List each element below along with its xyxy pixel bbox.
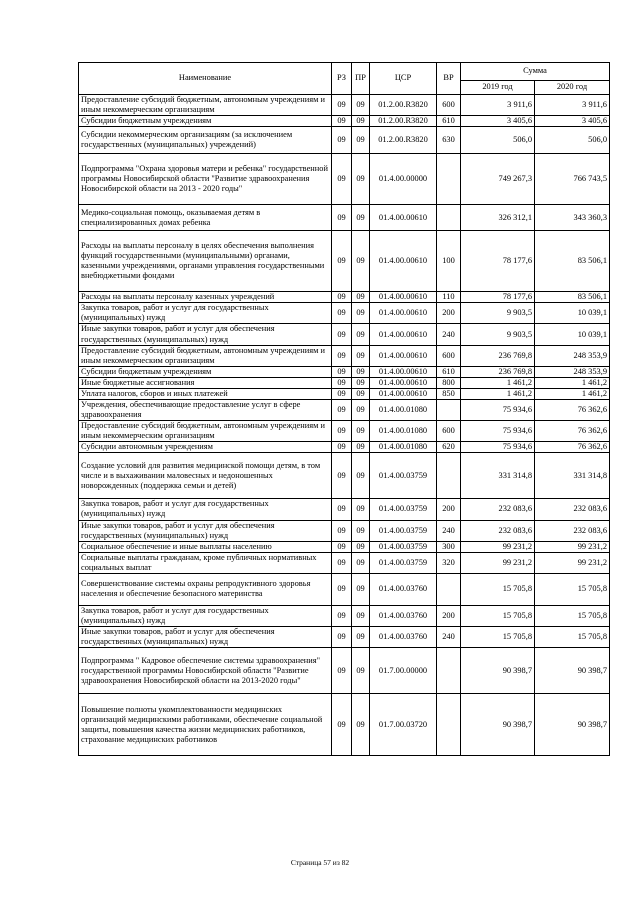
table-row [79,366,610,377]
row-pr: 09 [352,366,370,377]
row-pr: 09 [352,205,370,231]
row-pr: 09 [352,303,370,324]
budget-table [78,62,610,756]
row-pr: 09 [352,627,370,648]
row-csr: 01.4.00.00610 [370,231,437,292]
row-csr: 01.4.00.00610 [370,292,437,303]
row-pr: 09 [352,116,370,127]
row-csr: 01.4.00.03760 [370,605,437,626]
table-row [79,694,610,756]
row-value-2019: 75 934,6 [461,442,535,453]
row-vr: 800 [437,377,461,388]
row-value-2019: 3 405,6 [461,116,535,127]
row-csr: 01.4.00.03759 [370,541,437,552]
row-vr: 300 [437,541,461,552]
row-value-2019: 326 312,1 [461,205,535,231]
row-name: Медико-социальная помощь, оказываемая детям в специализированных домах ребенка [79,205,332,231]
row-vr: 630 [437,127,461,154]
row-value-2020: 343 360,3 [535,205,610,231]
header-pr: ПР [352,63,370,95]
row-value-2020: 232 083,6 [535,499,610,520]
row-value-2019: 9 903,5 [461,324,535,345]
row-csr: 01.4.00.03760 [370,573,437,605]
row-csr: 01.4.00.01080 [370,400,437,421]
row-csr: 01.4.00.00610 [370,324,437,345]
row-name: Повышение полноты укомплектованности медицинских организаций медицинскими работниками, обеспечение социальной защиты, повышения качества жизни медицинских работников, страхование медицинских работников [79,694,332,756]
row-value-2019: 1 461,2 [461,388,535,399]
row-name: Совершенствование системы охраны репродуктивного здоровья населения и обеспечение безопасного материнства [79,573,332,605]
row-value-2020: 232 083,6 [535,520,610,541]
row-name: Закупка товаров, работ и услуг для государственных (муниципальных) нужд [79,605,332,626]
table-row [79,292,610,303]
row-rz: 09 [332,231,352,292]
row-name: Субсидии бюджетным учреждениям [79,116,332,127]
row-rz: 09 [332,499,352,520]
row-value-2019: 99 231,2 [461,552,535,573]
row-rz: 09 [332,116,352,127]
row-vr: 600 [437,421,461,442]
row-vr [437,573,461,605]
row-rz: 09 [332,400,352,421]
row-rz: 09 [332,520,352,541]
row-vr: 600 [437,345,461,366]
table-row [79,154,610,205]
row-name: Социальные выплаты гражданам, кроме публичных нормативных социальных выплат [79,552,332,573]
row-rz: 09 [332,541,352,552]
row-csr: 01.4.00.00610 [370,205,437,231]
table-row [79,605,610,626]
row-csr: 01.2.00.R3820 [370,95,437,116]
row-csr: 01.7.00.00000 [370,648,437,694]
row-name: Предоставление субсидий бюджетным, автономным учреждениям и иным некоммерческим организациям [79,95,332,116]
row-vr [437,400,461,421]
row-value-2020: 766 743,5 [535,154,610,205]
row-name: Создание условий для развития медицинской помощи детям, в том числе и в выхаживании маловесных и недоношенных новорожденных (поддержка семьи и детей) [79,453,332,499]
row-value-2019: 78 177,6 [461,292,535,303]
table-row [79,116,610,127]
row-name: Предоставление субсидий бюджетным, автономным учреждениям и иным некоммерческим организациям [79,345,332,366]
row-pr: 09 [352,400,370,421]
row-pr: 09 [352,453,370,499]
row-name: Учреждения, обеспечивающие предоставление услуг в сфере здравоохранения [79,400,332,421]
row-csr: 01.7.00.03720 [370,694,437,756]
row-rz: 09 [332,303,352,324]
row-value-2020: 506,0 [535,127,610,154]
row-value-2019: 15 705,8 [461,605,535,626]
row-value-2019: 236 769,8 [461,366,535,377]
table-row [79,541,610,552]
row-pr: 09 [352,648,370,694]
row-value-2019: 15 705,8 [461,627,535,648]
row-vr [437,154,461,205]
row-rz: 09 [332,388,352,399]
row-name: Расходы на выплаты персоналу в целях обеспечения выполнения функций государственными (муниципальными) органами, казенными учреждениями, органами управления государственными внебюджетными фондами [79,231,332,292]
row-value-2020: 10 039,1 [535,303,610,324]
row-csr: 01.4.00.00610 [370,366,437,377]
table-row [79,453,610,499]
row-value-2019: 232 083,6 [461,520,535,541]
row-rz: 09 [332,127,352,154]
row-value-2020: 15 705,8 [535,605,610,626]
table-row [79,303,610,324]
row-csr: 01.4.00.00000 [370,154,437,205]
header-year-2020: 2020 год [535,81,610,95]
row-name: Субсидии некоммерческим организациям (за исключением государственных (муниципальных) учреждений) [79,127,332,154]
row-value-2020: 1 461,2 [535,377,610,388]
row-pr: 09 [352,520,370,541]
row-value-2019: 90 398,7 [461,694,535,756]
row-pr: 09 [352,552,370,573]
row-value-2019: 749 267,3 [461,154,535,205]
table-row [79,205,610,231]
row-name: Субсидии бюджетным учреждениям [79,366,332,377]
row-rz: 09 [332,324,352,345]
table-row [79,552,610,573]
header-vr: ВР [437,63,461,95]
row-value-2019: 3 911,6 [461,95,535,116]
row-csr: 01.4.00.00610 [370,303,437,324]
row-csr: 01.4.00.01080 [370,421,437,442]
row-value-2020: 99 231,2 [535,552,610,573]
row-rz: 09 [332,292,352,303]
table-row [79,627,610,648]
row-rz: 09 [332,694,352,756]
table-row [79,324,610,345]
row-value-2019: 75 934,6 [461,421,535,442]
row-csr: 01.4.00.00610 [370,377,437,388]
row-value-2020: 1 461,2 [535,388,610,399]
row-value-2019: 78 177,6 [461,231,535,292]
row-pr: 09 [352,95,370,116]
table-row [79,573,610,605]
row-rz: 09 [332,627,352,648]
row-csr: 01.2.00.R3820 [370,116,437,127]
header-name: Наименование [79,63,332,95]
row-csr: 01.4.00.00610 [370,345,437,366]
row-vr: 100 [437,231,461,292]
row-vr: 610 [437,116,461,127]
row-rz: 09 [332,605,352,626]
row-pr: 09 [352,154,370,205]
row-pr: 09 [352,345,370,366]
row-value-2020: 15 705,8 [535,573,610,605]
row-name: Подпрограмма "Охрана здоровья матери и ребенка" государственной программы Новосибирской области "Развитие здравоохранения Новосибирской области на 2013 - 2020 годы" [79,154,332,205]
row-csr: 01.4.00.00610 [370,388,437,399]
row-vr: 240 [437,324,461,345]
row-value-2020: 10 039,1 [535,324,610,345]
row-pr: 09 [352,442,370,453]
row-value-2020: 15 705,8 [535,627,610,648]
row-vr: 320 [437,552,461,573]
row-vr: 610 [437,366,461,377]
row-name: Закупка товаров, работ и услуг для государственных (муниципальных) нужд [79,499,332,520]
row-name: Предоставление субсидий бюджетным, автономным учреждениям и иным некоммерческим организациям [79,421,332,442]
row-name: Иные закупки товаров, работ и услуг для обеспечения государственных (муниципальных) нужд [79,627,332,648]
row-vr [437,453,461,499]
row-csr: 01.4.00.01080 [370,442,437,453]
row-pr: 09 [352,127,370,154]
row-csr: 01.4.00.03759 [370,499,437,520]
row-name: Закупка товаров, работ и услуг для государственных (муниципальных) нужд [79,303,332,324]
row-pr: 09 [352,499,370,520]
row-name: Расходы на выплаты персоналу казенных учреждений [79,292,332,303]
row-value-2019: 9 903,5 [461,303,535,324]
row-name: Субсидии автономным учреждениям [79,442,332,453]
row-value-2019: 506,0 [461,127,535,154]
row-rz: 09 [332,648,352,694]
table-row [79,388,610,399]
row-value-2019: 232 083,6 [461,499,535,520]
row-value-2020: 99 231,2 [535,541,610,552]
row-pr: 09 [352,292,370,303]
row-pr: 09 [352,377,370,388]
row-vr: 200 [437,605,461,626]
table-row [79,648,610,694]
row-value-2020: 248 353,9 [535,345,610,366]
table-row [79,377,610,388]
row-value-2019: 331 314,8 [461,453,535,499]
row-name: Иные закупки товаров, работ и услуг для обеспечения государственных (муниципальных) нужд [79,324,332,345]
row-pr: 09 [352,541,370,552]
row-name: Социальное обеспечение и иные выплаты населению [79,541,332,552]
row-vr: 200 [437,303,461,324]
table-row [79,400,610,421]
row-value-2020: 76 362,6 [535,400,610,421]
row-pr: 09 [352,231,370,292]
table-row [79,127,610,154]
row-value-2020: 331 314,8 [535,453,610,499]
table-row [79,231,610,292]
row-value-2020: 3 911,6 [535,95,610,116]
row-value-2020: 90 398,7 [535,694,610,756]
row-csr: 01.2.00.R3820 [370,127,437,154]
row-pr: 09 [352,573,370,605]
header-rz: РЗ [332,63,352,95]
row-value-2020: 83 506,1 [535,231,610,292]
row-pr: 09 [352,388,370,399]
row-rz: 09 [332,573,352,605]
row-pr: 09 [352,605,370,626]
row-rz: 09 [332,453,352,499]
table-row [79,421,610,442]
row-value-2020: 76 362,6 [535,421,610,442]
row-rz: 09 [332,95,352,116]
header-sum: Сумма [461,63,610,81]
row-value-2019: 15 705,8 [461,573,535,605]
table-body [79,95,610,756]
header-csr: ЦСР [370,63,437,95]
table-row [79,95,610,116]
row-pr: 09 [352,421,370,442]
row-value-2019: 75 934,6 [461,400,535,421]
row-name: Уплата налогов, сборов и иных платежей [79,388,332,399]
row-value-2020: 248 353,9 [535,366,610,377]
row-rz: 09 [332,205,352,231]
row-value-2019: 90 398,7 [461,648,535,694]
row-rz: 09 [332,552,352,573]
row-csr: 01.4.00.03760 [370,627,437,648]
row-value-2020: 76 362,6 [535,442,610,453]
row-vr [437,648,461,694]
row-vr [437,205,461,231]
row-csr: 01.4.00.03759 [370,552,437,573]
table-row [79,499,610,520]
table-row [79,345,610,366]
row-rz: 09 [332,366,352,377]
row-name: Подпрограмма " Кадровое обеспечение системы здравоохранения" государственной программы Новосибирской области "Развитие здравоохранения Новосибирской области на 2013-2020 годы" [79,648,332,694]
row-value-2019: 99 231,2 [461,541,535,552]
row-vr: 200 [437,499,461,520]
page-number: Страница 57 из 82 [290,858,350,867]
row-vr: 110 [437,292,461,303]
row-rz: 09 [332,421,352,442]
table-row [79,442,610,453]
row-pr: 09 [352,694,370,756]
row-rz: 09 [332,345,352,366]
row-name: Иные бюджетные ассигнования [79,377,332,388]
row-name: Иные закупки товаров, работ и услуг для обеспечения государственных (муниципальных) нужд [79,520,332,541]
row-value-2019: 1 461,2 [461,377,535,388]
row-vr: 240 [437,520,461,541]
row-rz: 09 [332,154,352,205]
row-rz: 09 [332,442,352,453]
row-value-2020: 3 405,6 [535,116,610,127]
row-value-2019: 236 769,8 [461,345,535,366]
row-csr: 01.4.00.03759 [370,453,437,499]
row-value-2020: 83 506,1 [535,292,610,303]
table-row [79,520,610,541]
row-rz: 09 [332,377,352,388]
row-vr: 850 [437,388,461,399]
header-year-2019: 2019 год [461,81,535,95]
row-csr: 01.4.00.03759 [370,520,437,541]
row-vr: 240 [437,627,461,648]
row-vr [437,694,461,756]
row-vr: 620 [437,442,461,453]
row-vr: 600 [437,95,461,116]
row-pr: 09 [352,324,370,345]
row-value-2020: 90 398,7 [535,648,610,694]
